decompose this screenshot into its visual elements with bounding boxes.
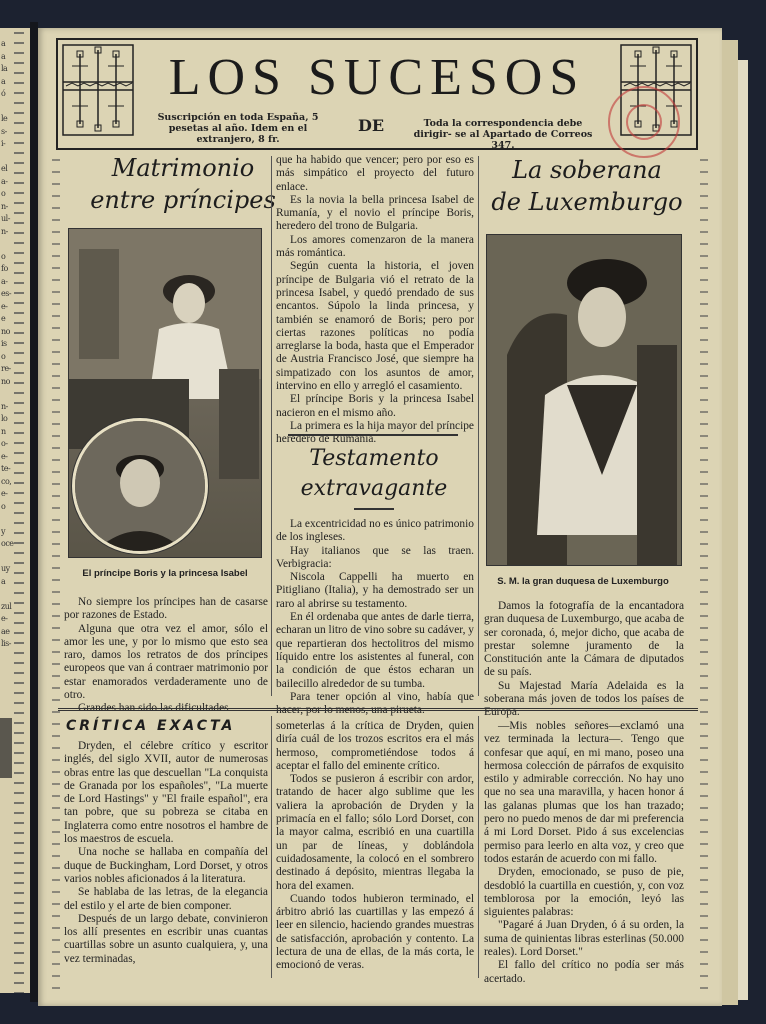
- adjacent-page-left: [0, 28, 30, 993]
- article4-col3: [484, 720, 684, 986]
- paragraph: Después de un largo debate, convinieron los allí presentes en escribir unas cuantas cuartillas sobre un asunto cualquiera, y, una vez terminadas,: [64, 912, 268, 965]
- paragraph: No siempre los príncipes han de casarse por razones de Estado.: [64, 596, 268, 622]
- paragraph: Es la novia la bella princesa Isabel de Rumanía, y el novio el príncipe Boris, heredero del trono de Bulgaria.: [276, 193, 474, 233]
- article1-continuation: [276, 154, 474, 447]
- prince-portrait: [72, 418, 208, 554]
- article1-headline-line1: Matrimonio: [111, 154, 255, 182]
- book-gutter: [30, 22, 38, 1002]
- page-edge: [722, 40, 738, 1005]
- article3-body: [484, 600, 684, 720]
- right-vine-border: [700, 153, 708, 993]
- article1-headline-line2: entre príncipes: [90, 186, 276, 214]
- column-rule: [478, 716, 479, 978]
- paragraph: El príncipe Boris y la princesa Isabel nacieron en el mismo año.: [276, 393, 474, 419]
- article4-headline: CRÍTICA EXACTA: [66, 718, 236, 734]
- masthead-logo: DE: [358, 116, 385, 135]
- correspondence-note: Toda la correspondencia debe dirigir- se al Apartado de Correos 347.: [413, 118, 593, 151]
- article4-col1: [64, 740, 268, 966]
- masthead: [56, 38, 698, 150]
- left-vine-border: [52, 153, 60, 993]
- article2-headline-line2: extravagante: [300, 476, 448, 501]
- section-rule: [288, 434, 458, 436]
- paragraph: Dryden, emocionado, se puso de pie, desdobló la cuartilla en cuestión, y, con voz temblorosa por la emoción, leyó las siguientes palabras:: [484, 866, 684, 919]
- paragraph: "Pagaré á Juan Dryden, ó á su orden, la suma de quinientas libras esterlinas (50.000 reales). Lord Dorset.": [484, 919, 684, 959]
- paragraph: Hay italianos que se las traen. Verbigracia:: [276, 544, 474, 570]
- article1-caption: El príncipe Boris y la princesa Isabel: [82, 568, 248, 579]
- paragraph: Niscola Cappelli ha muerto en Pitigliano (Italia), y ha demostrado ser un raro al abrirse su testamento.: [276, 571, 474, 610]
- paragraph: El fallo del crítico no podía ser más acertado.: [484, 959, 684, 985]
- column-rule: [271, 716, 272, 978]
- paragraph: Según cuenta la historia, el joven príncipe de Bulgaria vió el retrato de la princesa Isabel, y quedó prendado de sus encantos. Súpolo la linda princesa, y también se enamoró de Boris; pero por ciertas razones políticas no podía arreglarse la boda, hasta que el Emperador de Austria Francisco José, que siempre ha simpatizado con los asuntos de amor, intervino en ello y arregló el casamiento.: [276, 260, 474, 393]
- page-divider: [58, 708, 698, 711]
- article1-body: [64, 596, 268, 716]
- paragraph: Su Majestad María Adelaida es la soberana más joven de todos los países de Europa.: [484, 679, 684, 719]
- library-stamp: [608, 86, 680, 158]
- article2-body: [276, 518, 474, 717]
- paragraph: Una noche se hallaba en compañía del duque de Buckingham, Lord Dorset, y otros varios nobles aficionados á la literatura.: [64, 846, 268, 885]
- paragraph: —Mis nobles señores—exclamó una vez terminada la lectura—. Tengo que confesar que aquí, en mi mano, poseo una hermosa colección de párrafos de exquisito estilo y admirable corrección. No hay uno que no sea una maravilla, y hacen honor á las galanas plumas que los han trazado; pero no puedo menos de dar mi preferencia á mi Lord Dorset. Pido á sus excelencias permiso para leerlo en alta voz, y creo que todos estarán de acuerdo con mi fallo.: [484, 720, 684, 865]
- article4-col2: [276, 720, 474, 973]
- article1-headline: [68, 152, 298, 216]
- article3-headline: [482, 154, 692, 218]
- headline-ornament: [354, 508, 394, 510]
- grand-duchess-figure: [487, 235, 681, 565]
- paragraph: someterlas á la crítica de Dryden, quien diría cuál de los trozos escritos era el más hermoso, comprometiéndose todos á aceptar el fallo del eminente crítico.: [276, 720, 474, 772]
- paragraph: Dryden, el célebre crítico y escritor inglés, del siglo XVII, autor de numerosas obras entre las que descuellan "La conquista de Granada por los españoles", "La muerte de Lord Hastings" y "El fraile español", era tan pobre, que su pobreza se citaba en Inglaterra como entre nosotros el hambre de los maestros de escuela.: [64, 740, 268, 846]
- masthead-title: LOS SUCESOS: [168, 49, 586, 106]
- article3-photo: [486, 234, 682, 566]
- paragraph: Grandes han sido las dificultades: [78, 702, 229, 715]
- page-edge-2: [738, 60, 748, 1000]
- paragraph: Alguna que otra vez el amor, sólo el amor les une, y por lo mismo que esto sea raro, damos los retratos de dos príncipes europeos que van á contraer matrimonio por estar enamorados verdaderamente uno de otro.: [64, 622, 268, 702]
- paragraph: La excentricidad no es único patrimonio de los ingleses.: [276, 518, 474, 544]
- column-rule: [271, 156, 272, 696]
- article3-headline-line1: La soberana: [512, 156, 662, 184]
- article2-headline-line1: Testamento: [309, 446, 439, 471]
- article3-headline-line2: de Luxemburgo: [491, 188, 683, 216]
- paragraph: Todos se pusieron á escribir con ardor, tratando de hacer algo sublime que les valiera la aprobación de Dryden y la primacía en el fallo; sólo Lord Dorset, con la mayor calma, escribió en una cuartilla un par de líneas, y doblándola cuidadosamente, la colocó en el sombrero destinado á depósito, mientras llegaba la hora del examen.: [276, 773, 474, 892]
- column-rule: [478, 156, 479, 696]
- paragraph: Se hablaba de las letras, de la elegancia del estilo y el arte de bien componer.: [64, 886, 268, 912]
- newspaper-page: [38, 28, 722, 1006]
- paragraph: Damos la fotografía de la encantadora gran duquesa de Luxemburgo, que acaba de ser coronada, ó, mejor dicho, que acaba de prestar solemne juramento de la Constitución ante la Cámara de diputados de su país.: [484, 600, 684, 679]
- article2-headline: [274, 444, 474, 504]
- subscription-note: Suscripción en toda España, 5 pesetas al año. Idem en el extranjero, 8 fr.: [157, 112, 319, 145]
- paragraph: Para tener opción al vino, había que hacer, por lo menos, una pirueta.: [276, 690, 474, 717]
- article3-caption: S. M. la gran duquesa de Luxemburgo: [497, 576, 669, 587]
- paragraph: que ha habido que vencer; pero por eso es más simpático el proyecto del futuro enlace.: [276, 154, 474, 193]
- paragraph: Cuando todos hubieron terminado, el árbitro abrió las cuartillas y las empezó á leer en silencio, haciendo grandes muestras de satisfacción, aprobación y contento. La lectura de una de ellas, de la más corta, le emocionó de veras.: [276, 892, 474, 972]
- adjacent-page-text: a a la a ó le s- i- el a- o n- ul- n- o fo a- es- e- e no is o re- no n- lo n o- e- te- co, e- o y oce uy a zul e- ae lis-: [1, 39, 14, 648]
- paragraph: En él ordenaba que antes de darle tierra, echaran un litro de vino sobre su cadáver, y que repartieran dos hectolitros del mismo líquido entre los asistentes al funeral, con la condición de que éstos echaran un bailecillo alrededor de su tumba.: [276, 611, 474, 690]
- paragraph: La primera es la hija mayor del príncipe heredero de Rumanía.: [276, 419, 474, 446]
- paragraph: Los amores comenzaron de la manera más romántica.: [276, 233, 474, 260]
- adjacent-page-photo: [0, 718, 12, 778]
